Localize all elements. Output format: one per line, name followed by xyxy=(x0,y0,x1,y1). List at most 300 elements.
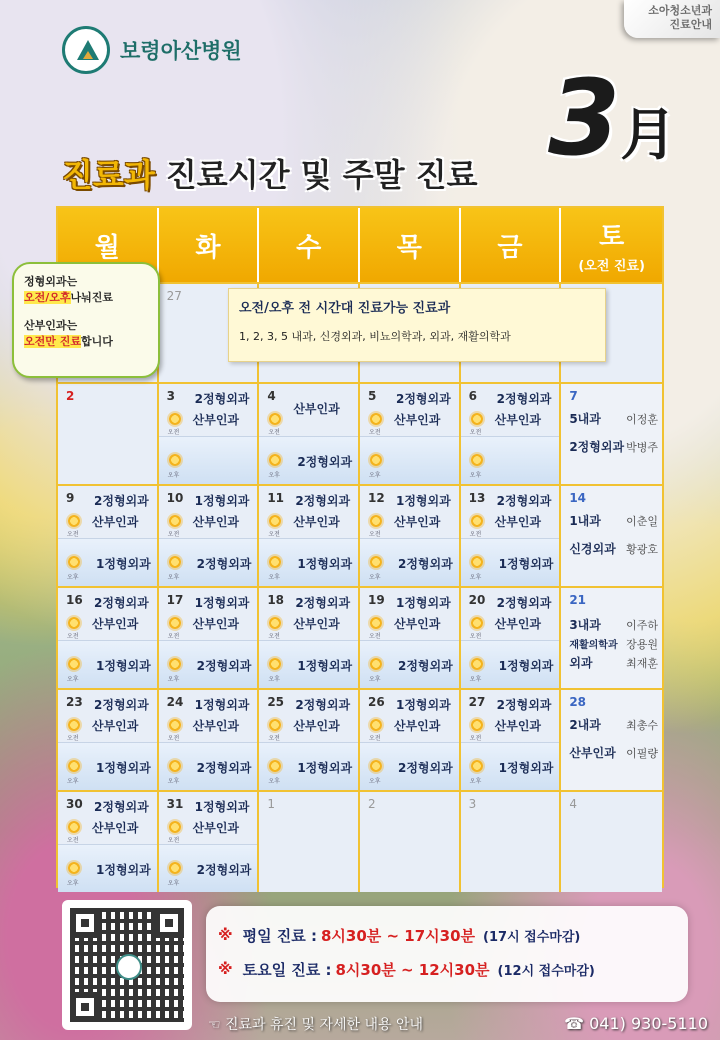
session-label: 오전 xyxy=(368,429,381,436)
saturday-doctor-row xyxy=(569,744,658,761)
am-slot xyxy=(461,384,560,436)
date-number: 25 xyxy=(267,695,285,709)
calendar-week xyxy=(58,688,662,790)
am-slot xyxy=(259,690,358,742)
saturday-doctor-row xyxy=(569,540,658,557)
session-label: 오후 xyxy=(268,778,280,785)
session-label: 오후 xyxy=(368,778,381,785)
date-number: 18 xyxy=(267,593,285,607)
sun-icon xyxy=(166,553,184,571)
pm-slot xyxy=(461,538,560,586)
sun-icon xyxy=(468,716,486,734)
session-label: 오후 xyxy=(268,574,280,581)
session-label: 오전 xyxy=(268,735,280,742)
pm-slot xyxy=(360,742,459,790)
doctor-name: 이주하 xyxy=(626,619,658,632)
day-cell xyxy=(259,384,360,484)
pm-slot xyxy=(461,640,560,688)
day-cell xyxy=(259,588,360,688)
session-label: 오후 xyxy=(67,574,79,581)
department: 1정형외과 xyxy=(297,659,353,673)
date-number: 7 xyxy=(569,389,578,403)
footer xyxy=(208,1014,708,1034)
date-number: 9 xyxy=(66,491,75,505)
sun-icon xyxy=(367,716,385,734)
hours-box xyxy=(206,906,688,1002)
date-number: 16 xyxy=(66,593,83,607)
saturday-doctor-row xyxy=(569,654,658,671)
am-slot xyxy=(159,588,258,640)
department: 2정형외과 xyxy=(94,494,149,508)
date-number: 2 xyxy=(66,389,75,403)
session-label: 오전 xyxy=(167,837,180,844)
pm-slot xyxy=(259,742,358,790)
sun-icon xyxy=(65,655,83,673)
department: 산부인과 xyxy=(192,821,240,835)
department: 2정형외과 xyxy=(295,698,351,712)
session-label: 오전 xyxy=(67,531,79,538)
am-slot xyxy=(159,486,258,538)
day-cell xyxy=(259,486,360,586)
day-cell xyxy=(360,384,461,484)
date-number: 14 xyxy=(569,491,587,505)
weekday-fri: 금 xyxy=(461,208,562,282)
department: 2정형외과 xyxy=(496,698,552,712)
pm-slot xyxy=(259,538,358,586)
am-slot xyxy=(159,792,258,844)
am-slot xyxy=(58,588,157,640)
day-cell xyxy=(58,486,159,586)
department: 2정형외과 xyxy=(496,392,552,406)
pm-slot xyxy=(360,640,459,688)
session-label: 오후 xyxy=(268,472,280,479)
sun-icon xyxy=(166,716,184,734)
am-slot xyxy=(159,384,258,436)
doctor-name: 장용원 xyxy=(626,638,658,651)
sun-icon xyxy=(266,512,284,530)
date-number: 10 xyxy=(166,491,184,505)
hospital-logo xyxy=(62,26,242,74)
sun-icon xyxy=(468,553,486,571)
sun-icon xyxy=(367,410,385,428)
department: 산부인과 xyxy=(192,413,240,427)
session-label: 오전 xyxy=(268,531,280,538)
session-label: 오후 xyxy=(469,676,482,683)
sun-icon xyxy=(65,553,83,571)
date-number: 23 xyxy=(66,695,83,709)
calendar-week xyxy=(58,382,662,484)
am-slot xyxy=(360,384,459,436)
phone-number[interactable]: ☎ 041) 930-5110 xyxy=(564,1014,708,1033)
department: 산부인과 xyxy=(92,719,139,733)
session-label: 오전 xyxy=(167,429,180,436)
session-label: 오후 xyxy=(469,574,482,581)
date-number: 28 xyxy=(569,695,587,709)
date-number: 30 xyxy=(66,797,83,811)
session-label: 오전 xyxy=(167,633,180,640)
session-label: 오전 xyxy=(469,633,482,640)
department: 2정형외과 xyxy=(397,761,453,775)
saturday-cell xyxy=(561,486,662,586)
pm-slot xyxy=(159,436,258,484)
pm-slot xyxy=(58,742,157,790)
department: 2정형외과 xyxy=(395,392,451,406)
sun-icon xyxy=(266,614,284,632)
sun-icon xyxy=(468,757,486,775)
sun-icon xyxy=(166,655,184,673)
weekday-wed: 수 xyxy=(259,208,360,282)
session-label: 오후 xyxy=(368,574,381,581)
department: 1내과 xyxy=(569,514,601,528)
sun-icon xyxy=(166,451,184,469)
department: 2정형외과 xyxy=(196,863,252,877)
session-label: 오후 xyxy=(67,880,79,887)
day-cell xyxy=(259,690,360,790)
day-cell xyxy=(461,792,562,892)
date-number: 20 xyxy=(468,593,486,607)
pm-slot xyxy=(461,436,560,484)
department: 1정형외과 xyxy=(96,659,151,673)
date-number: 4 xyxy=(267,389,276,403)
sun-icon xyxy=(266,716,284,734)
session-label: 오전 xyxy=(67,633,79,640)
doctor-name: 황광호 xyxy=(626,543,658,556)
day-cell xyxy=(461,690,562,790)
weekday-hours: ※ 평일 진료 : 8시30분 ~ 17시30분 (17시 접수마감) xyxy=(218,926,581,945)
department: 1정형외과 xyxy=(297,557,353,571)
department: 5내과 xyxy=(569,412,601,426)
am-slot xyxy=(58,486,157,538)
am-slot xyxy=(461,588,560,640)
date-number: 1 xyxy=(267,797,275,811)
sun-icon xyxy=(367,451,385,469)
session-label: 오전 xyxy=(469,531,482,538)
department: 2정형외과 xyxy=(496,596,552,610)
department: 산부인과 xyxy=(569,746,616,760)
hospital-emblem-icon xyxy=(62,26,110,74)
day-cell xyxy=(159,792,260,892)
department: 1정형외과 xyxy=(96,557,151,571)
department: 산부인과 xyxy=(393,719,441,733)
doctor-name: 최재훈 xyxy=(626,657,658,670)
department: 2정형외과 xyxy=(94,596,149,610)
am-slot xyxy=(360,588,459,640)
date-number: 27 xyxy=(468,695,486,709)
qr-logo-icon xyxy=(116,954,142,980)
department: 2정형외과 xyxy=(569,440,625,454)
day-cell xyxy=(360,486,461,586)
department: 2정형외과 xyxy=(196,659,252,673)
department: 2정형외과 xyxy=(295,596,351,610)
am-slot xyxy=(461,690,560,742)
am-slot xyxy=(58,384,157,436)
saturday-hours: ※ 토요일 진료 : 8시30분 ~ 12시30분 (12시 접수마감) xyxy=(218,960,595,979)
session-label: 오후 xyxy=(67,676,79,683)
am-slot xyxy=(360,690,459,742)
department: 1정형외과 xyxy=(395,494,451,508)
session-label: 오후 xyxy=(167,574,180,581)
session-label: 오후 xyxy=(167,676,180,683)
pm-slot xyxy=(360,538,459,586)
am-slot xyxy=(159,690,258,742)
day-cell xyxy=(461,588,562,688)
department: 산부인과 xyxy=(393,413,441,427)
am-slot xyxy=(360,486,459,538)
day-cell xyxy=(58,588,159,688)
pm-slot xyxy=(259,436,358,484)
department: 1정형외과 xyxy=(498,761,554,775)
department: 1정형외과 xyxy=(194,800,250,814)
doctor-name: 박병주 xyxy=(626,441,658,454)
saturday-doctor-row xyxy=(569,512,658,529)
sun-icon xyxy=(367,512,385,530)
session-label: 오전 xyxy=(368,735,381,742)
department: 2정형외과 xyxy=(196,557,252,571)
department: 2정형외과 xyxy=(295,494,351,508)
session-label: 오전 xyxy=(268,429,280,436)
date-number: 27 xyxy=(166,289,182,303)
department: 2정형외과 xyxy=(297,455,353,469)
sun-icon xyxy=(367,757,385,775)
corner-tag: 소아청소년과 진료안내 xyxy=(624,0,720,38)
weekday-tue: 화 xyxy=(159,208,260,282)
sun-icon xyxy=(266,410,284,428)
pm-slot xyxy=(58,640,157,688)
department: 산부인과 xyxy=(494,515,542,529)
day-cell xyxy=(561,792,662,892)
department: 산부인과 xyxy=(92,515,139,529)
am-slot xyxy=(58,690,157,742)
session-label: 오전 xyxy=(469,429,482,436)
day-cell xyxy=(58,384,159,484)
doctor-name: 최총수 xyxy=(626,719,658,732)
pm-slot xyxy=(259,640,358,688)
department: 1정형외과 xyxy=(498,557,554,571)
department: 산부인과 xyxy=(293,515,340,529)
sun-icon xyxy=(166,512,184,530)
department: 2정형외과 xyxy=(496,494,552,508)
calendar-week xyxy=(58,790,662,888)
sun-icon xyxy=(65,512,83,530)
day-cell xyxy=(360,792,461,892)
session-label: 오후 xyxy=(167,880,180,887)
doctor-name: 이춘일 xyxy=(626,515,658,528)
calendar-week xyxy=(58,586,662,688)
department: 2정형외과 xyxy=(397,557,453,571)
department: 산부인과 xyxy=(293,402,340,416)
sun-icon xyxy=(468,512,486,530)
sun-icon xyxy=(266,553,284,571)
session-label: 오후 xyxy=(368,472,381,479)
weekday-sat: 토 (오전 진료) xyxy=(561,208,662,282)
day-cell xyxy=(461,384,562,484)
saturday-doctor-row xyxy=(569,716,658,733)
department: 산부인과 xyxy=(192,719,240,733)
department: 2내과 xyxy=(569,718,601,732)
am-slot xyxy=(259,486,358,538)
sun-icon xyxy=(468,655,486,673)
saturday-cell xyxy=(561,384,662,484)
department: 재활의학과 xyxy=(569,640,618,651)
department: 산부인과 xyxy=(293,617,340,631)
department: 1정형외과 xyxy=(194,698,250,712)
page-title: 진료과 진료시간 및 주말 진료 xyxy=(62,156,478,194)
department: 2정형외과 xyxy=(194,392,250,406)
am-slot xyxy=(259,384,358,436)
am-slot xyxy=(461,486,560,538)
qr-code[interactable] xyxy=(62,900,192,1030)
department: 2정형외과 xyxy=(397,659,453,673)
sun-icon xyxy=(266,655,284,673)
department: 1정형외과 xyxy=(297,761,353,775)
day-cell xyxy=(58,792,159,892)
department: 1정형외과 xyxy=(96,761,151,775)
date-number: 3 xyxy=(468,797,477,811)
weekday-thu: 목 xyxy=(360,208,461,282)
department: 3내과 xyxy=(569,618,601,632)
department: 산부인과 xyxy=(393,617,441,631)
day-cell xyxy=(159,486,260,586)
department: 2정형외과 xyxy=(94,800,149,814)
day-cell xyxy=(159,690,260,790)
session-label: 오후 xyxy=(167,472,180,479)
footer-info: ☜ 진료과 휴진 및 자세한 내용 안내 xyxy=(208,1017,424,1033)
sun-icon xyxy=(166,859,184,877)
date-number: 13 xyxy=(468,491,486,505)
department: 2정형외과 xyxy=(196,761,252,775)
sun-icon xyxy=(266,451,284,469)
session-label: 오전 xyxy=(368,531,381,538)
date-number: 12 xyxy=(367,491,385,505)
sun-icon xyxy=(65,614,83,632)
date-number: 3 xyxy=(166,389,176,403)
department: 산부인과 xyxy=(92,617,139,631)
department: 산부인과 xyxy=(494,617,542,631)
pm-slot xyxy=(159,640,258,688)
department: 산부인과 xyxy=(494,719,542,733)
sun-icon xyxy=(65,716,83,734)
sun-icon xyxy=(65,757,83,775)
department: 신경외과 xyxy=(569,542,616,556)
weekday-mon: 월 xyxy=(58,208,159,282)
department: 산부인과 xyxy=(494,413,542,427)
date-number: 6 xyxy=(468,389,478,403)
date-number: 2 xyxy=(367,797,376,811)
department: 2정형외과 xyxy=(94,698,149,712)
session-label: 오전 xyxy=(67,735,79,742)
sun-icon xyxy=(65,859,83,877)
session-label: 오전 xyxy=(469,735,482,742)
session-label: 오전 xyxy=(368,633,381,640)
sun-icon xyxy=(266,757,284,775)
doctor-name: 이정훈 xyxy=(626,413,658,426)
sun-icon xyxy=(65,818,83,836)
session-label: 오전 xyxy=(167,735,180,742)
session-label: 오전 xyxy=(67,837,79,844)
speech-bubble-note: 정형외과는 오전/오후나눠진료 산부인과는 오전만 진료합니다 xyxy=(12,262,160,378)
sun-icon xyxy=(367,614,385,632)
department: 산부인과 xyxy=(192,617,240,631)
sun-icon xyxy=(468,451,486,469)
sun-icon xyxy=(166,614,184,632)
department: 산부인과 xyxy=(293,719,340,733)
department: 산부인과 xyxy=(393,515,441,529)
saturday-doctor-row xyxy=(569,616,658,633)
department: 산부인과 xyxy=(92,821,139,835)
hospital-name: 보령아산병원 xyxy=(120,39,242,63)
pm-slot xyxy=(159,742,258,790)
sun-icon xyxy=(166,818,184,836)
day-cell xyxy=(58,690,159,790)
sun-icon xyxy=(468,614,486,632)
sun-icon xyxy=(367,553,385,571)
am-slot xyxy=(259,588,358,640)
pm-slot xyxy=(58,538,157,586)
day-cell xyxy=(360,690,461,790)
date-number: 5 xyxy=(367,389,377,403)
pm-slot xyxy=(58,844,157,892)
doctor-name: 이필량 xyxy=(626,747,658,760)
date-number: 24 xyxy=(166,695,184,709)
date-number: 4 xyxy=(569,797,577,811)
department: 1정형외과 xyxy=(194,596,250,610)
month-label: 3月 xyxy=(548,57,677,179)
saturday-cell xyxy=(561,690,662,790)
date-number: 26 xyxy=(367,695,385,709)
department: 1정형외과 xyxy=(96,863,151,877)
day-cell xyxy=(159,588,260,688)
day-cell xyxy=(159,384,260,484)
all-day-departments-notice: 오전/오후 전 시간대 진료가능 진료과 1, 2, 3, 5 내과, 신경외과, 비뇨의학과, 외과, 재활의학과 xyxy=(228,288,606,362)
date-number: 11 xyxy=(267,491,285,505)
date-number: 19 xyxy=(367,593,385,607)
session-label: 오후 xyxy=(469,472,482,479)
pm-slot xyxy=(159,844,258,892)
saturday-doctor-row xyxy=(569,636,658,652)
department: 산부인과 xyxy=(192,515,240,529)
department: 1정형외과 xyxy=(194,494,250,508)
session-label: 오후 xyxy=(167,778,180,785)
sun-icon xyxy=(166,410,184,428)
department: 1정형외과 xyxy=(498,659,554,673)
pm-slot xyxy=(461,742,560,790)
session-label: 오후 xyxy=(67,778,79,785)
day-cell xyxy=(461,486,562,586)
session-label: 오후 xyxy=(268,676,280,683)
session-label: 오후 xyxy=(368,676,381,683)
sun-icon xyxy=(367,655,385,673)
pm-slot xyxy=(360,436,459,484)
department: 1정형외과 xyxy=(395,698,451,712)
department: 외과 xyxy=(569,656,593,670)
date-number: 21 xyxy=(569,593,587,607)
day-cell xyxy=(360,588,461,688)
session-label: 오전 xyxy=(167,531,180,538)
sun-icon xyxy=(468,410,486,428)
session-label: 오전 xyxy=(268,633,280,640)
saturday-cell xyxy=(561,588,662,688)
pm-slot xyxy=(159,538,258,586)
day-cell xyxy=(259,792,360,892)
calendar-week xyxy=(58,484,662,586)
session-label: 오후 xyxy=(469,778,482,785)
date-number: 17 xyxy=(166,593,184,607)
sun-icon xyxy=(166,757,184,775)
date-number: 31 xyxy=(166,797,184,811)
saturday-doctor-row xyxy=(569,438,658,455)
am-slot xyxy=(58,792,157,844)
department: 1정형외과 xyxy=(395,596,451,610)
